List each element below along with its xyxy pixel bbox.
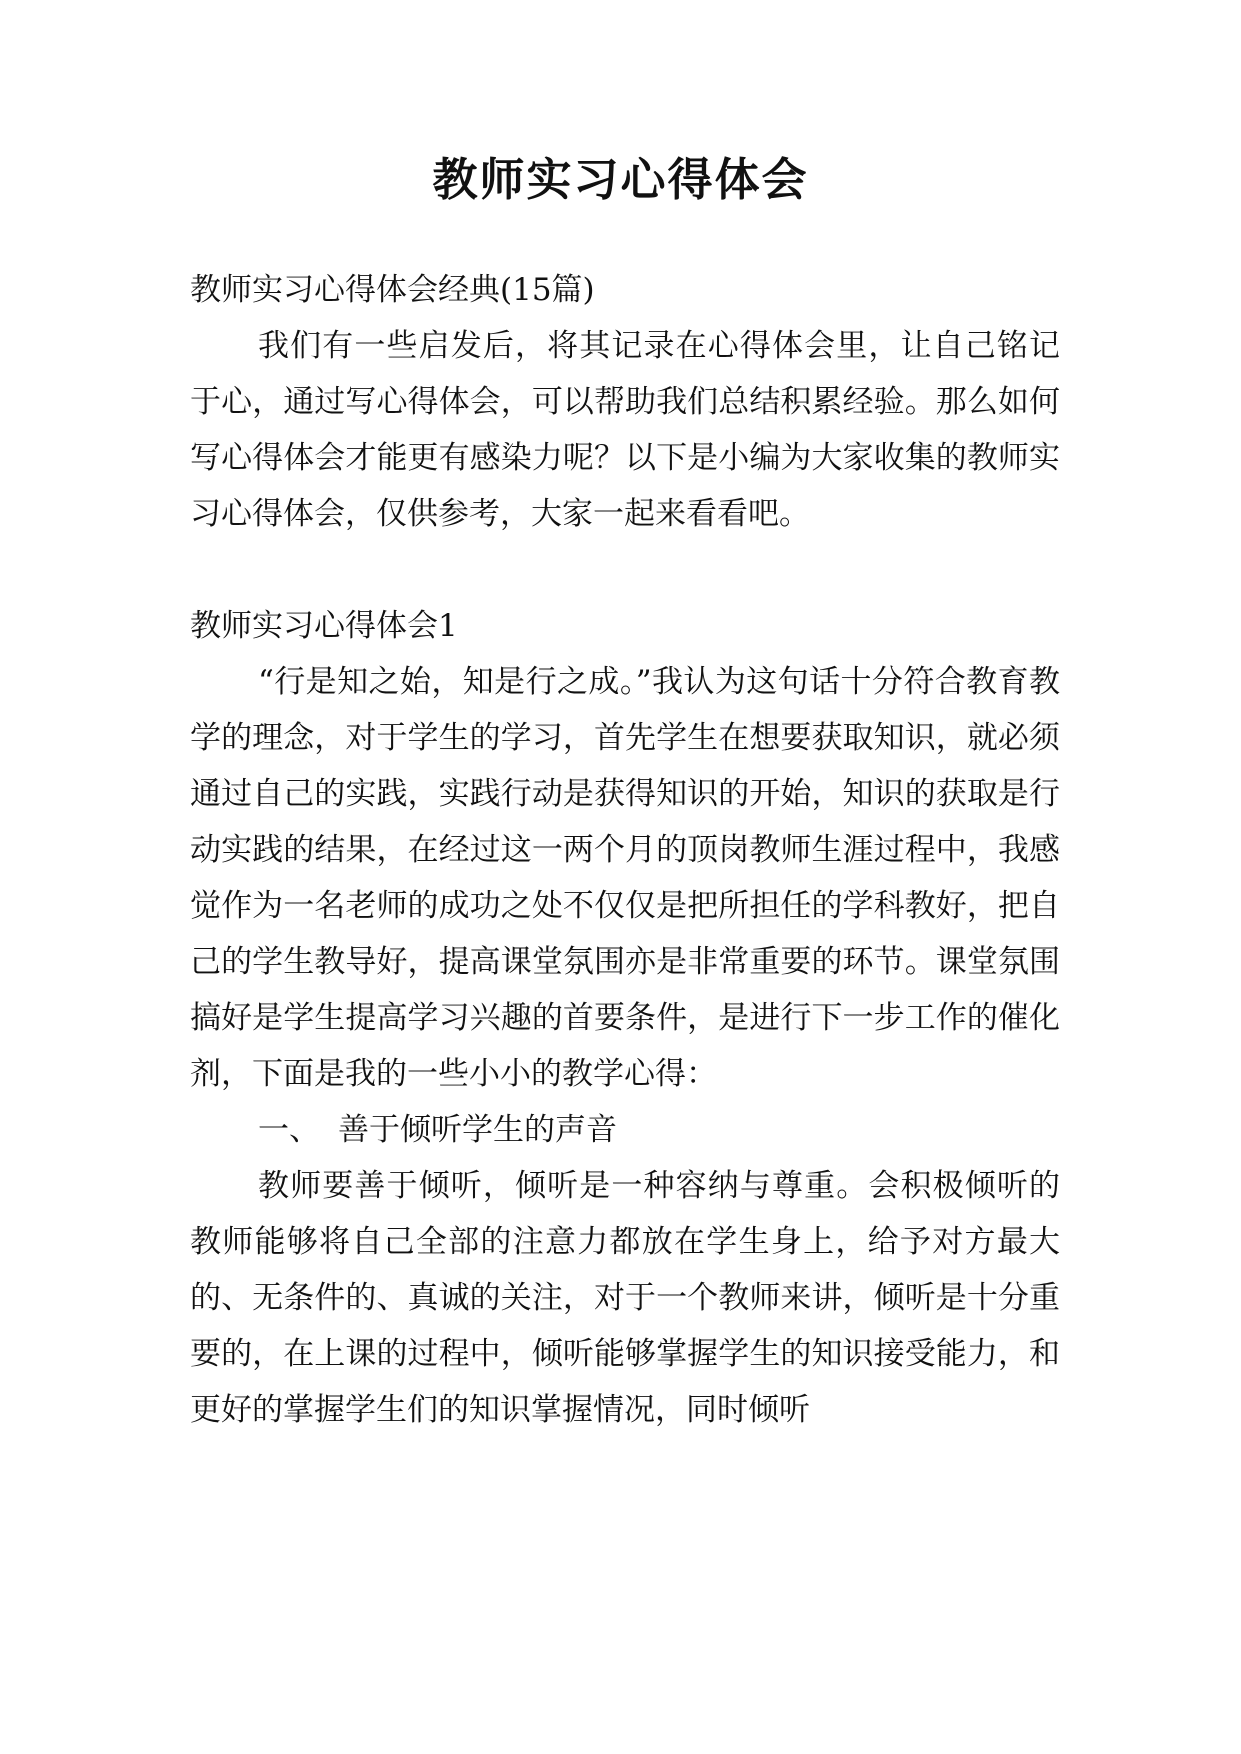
document-title: 教师实习心得体会 (432, 153, 809, 206)
intro-paragraph: 我们有一些启发后，将其记录在心得体会里，让自己铭记于心，通过写心得体会，可以帮助我们总结积累经验。那么如何写心得体会才能更有感染力呢？以下是小编为大家收集的教师实习心得体会，仅供参考，大家一起来看看吧。 (190, 328, 1060, 532)
section-heading: 教师实习心得体会1 (190, 608, 458, 644)
list-marker: 一、 (258, 1112, 320, 1148)
document-subtitle: 教师实习心得体会经典(15篇) (190, 272, 595, 308)
list-item (190, 1102, 1060, 1158)
body-paragraph: 教师要善于倾听，倾听是一种容纳与尊重。会积极倾听的教师能够将自己全部的注意力都放在学生身上，给予对方最大的、无条件的、真诚的关注，对于一个教师来讲，倾听是十分重要的，在上课的过程中，倾听能够掌握学生的知识接受能力，和更好的掌握学生们的知识掌握情况，同时倾听 (190, 1168, 1060, 1428)
list-item-text: 善于倾听学生的声音 (338, 1112, 617, 1148)
paragraph-gap (190, 542, 1060, 598)
body-paragraph: “行是知之始，知是行之成。”我认为这句话十分符合教育教学的理念，对于学生的学习，首先学生在想要获取知识，就必须通过自己的实践，实践行动是获得知识的开始，知识的获取是行动实践的结果，在经过这一两个月的顶岗教师生涯过程中，我感觉作为一名老师的成功之处不仅仅是把所担任的学科教好，把自己的学生教导好，提高课堂氛围亦是非常重要的环节。课堂氛围搞好是学生提高学习兴趣的首要条件，是进行下一步工作的催化剂，下面是我的一些小小的教学心得： (190, 664, 1060, 1092)
document-body (190, 262, 1060, 1438)
